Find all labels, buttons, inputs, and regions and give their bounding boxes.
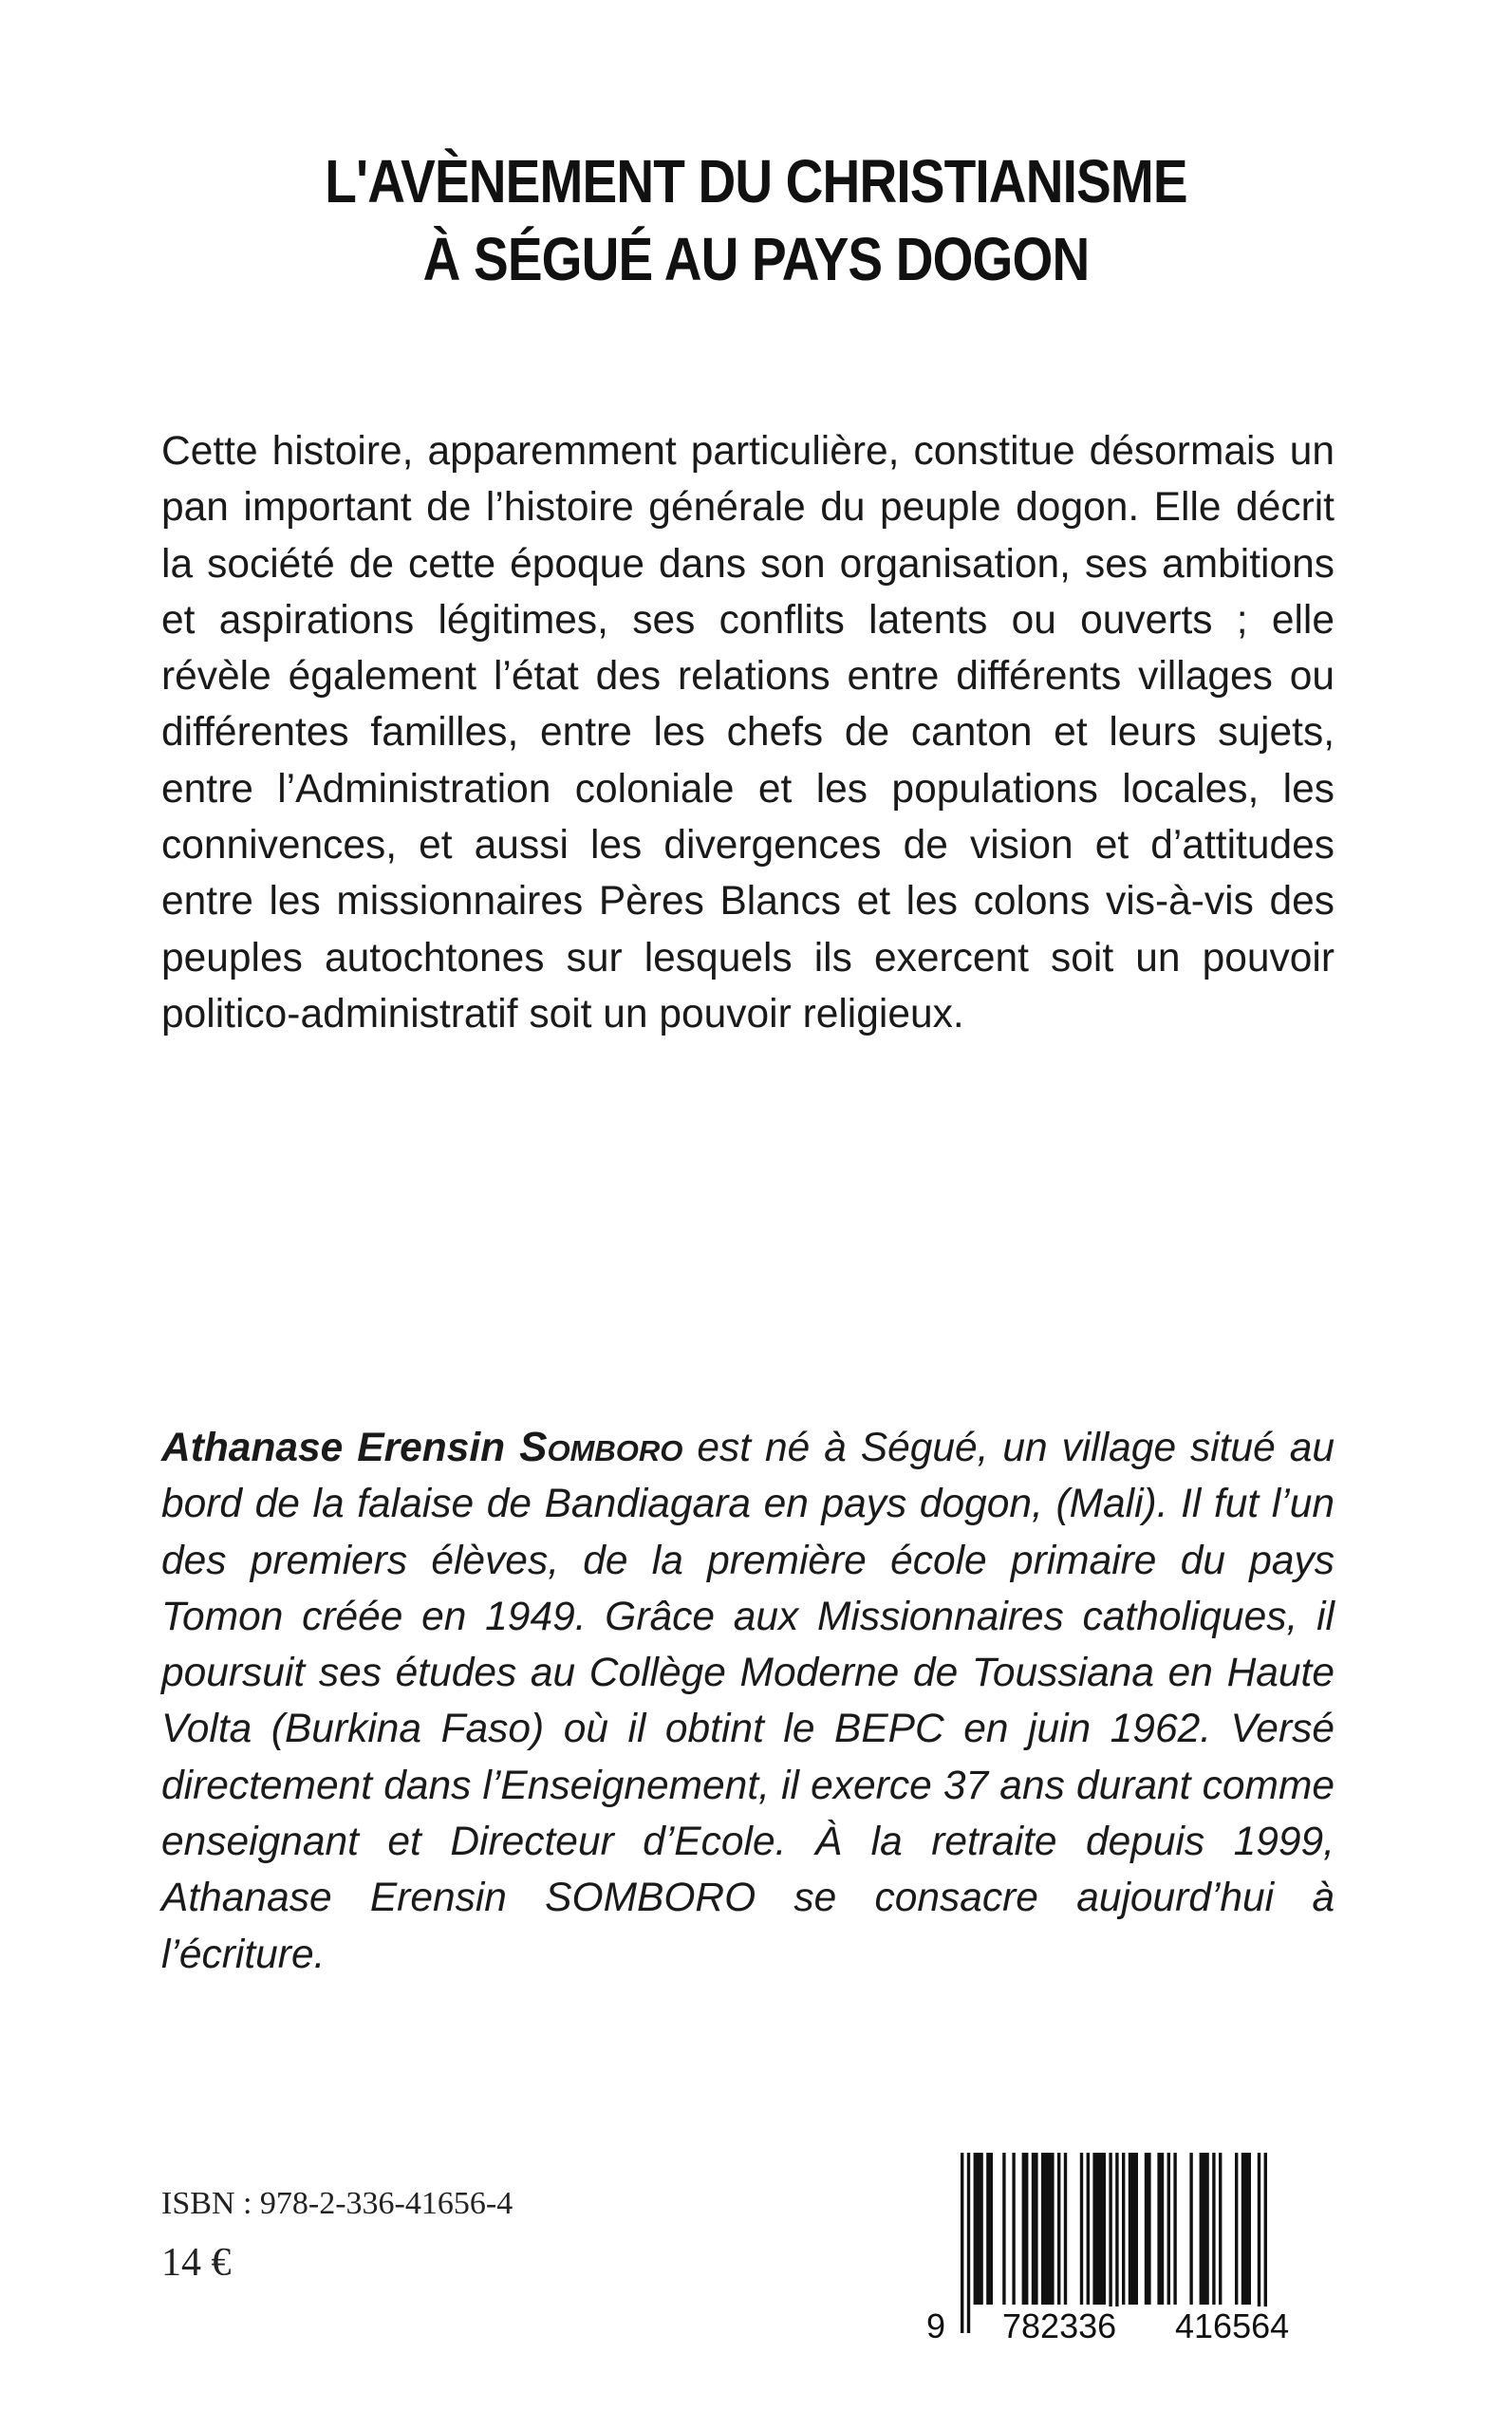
- barcode-bar: [1173, 2153, 1176, 2305]
- barcode-bar: [1032, 2153, 1038, 2305]
- isbn-number: ISBN : 978-2-336-41656-4: [161, 2186, 513, 2221]
- barcode-bar: [1212, 2153, 1215, 2305]
- barcode-bar: [1092, 2153, 1106, 2305]
- barcode-bar: [1235, 2153, 1238, 2305]
- author-surname: Somboro: [519, 1424, 683, 1470]
- barcode-bar: [1219, 2153, 1222, 2305]
- book-title: [106, 142, 1407, 298]
- barcode-bar: [986, 2153, 993, 2305]
- barcode-digits-right: 416564: [1169, 2306, 1295, 2346]
- barcode-digit-first: 9: [926, 2306, 946, 2345]
- barcode-bar: [1145, 2153, 1151, 2305]
- barcode-bar: [1129, 2153, 1138, 2305]
- barcode-bar: [1041, 2153, 1055, 2305]
- barcode-bar: [1122, 2153, 1125, 2305]
- barcode-digits: [926, 2306, 1306, 2348]
- barcode-bar: [1241, 2153, 1251, 2305]
- barcode-bar: [1002, 2153, 1005, 2305]
- barcode-bar: [974, 2153, 983, 2305]
- barcode-bar: [1200, 2153, 1209, 2305]
- barcode-bar: [1064, 2153, 1067, 2305]
- author-biography-paragraph: [161, 1419, 1335, 1983]
- author-biography-text: est né à Ségué, un village situé au bord de la falaise de Bandiagara en pays dogon, (Mali). Il fut l’un des premiers élèves, de la première école primaire du pays Tomon créée en 1949. Grâce aux Missionnaires catholiques, il poursuit ses études au Collège Moderne de Toussiana en Haute Volta (Burkina Faso) où il obtint le BEPC en juin 1962. Versé directement dans l’Enseignement, il exerce 37 ans durant comme enseignant et Directeur d’Ecole. À la retraite depuis 1999, Athanase Erensin SOMBORO se consacre aujourd’hui à l’écriture.: [161, 1426, 1335, 1977]
- barcode-bar: [1189, 2153, 1192, 2305]
- barcode-bar: [1087, 2153, 1090, 2305]
- book-summary-text: Cette histoire, apparemment particulière, constitue désormais un pan important de l’histoire générale du peuple dogon. Elle décrit la société de cette époque dans son organisation, ses ambitions et aspirations légitimes, ses conflits latents ou ouverts ; elle révèle également l’état des relations entre différents villages ou différentes familles, entre les chefs de canton et leurs sujets, entre l’Administration coloniale et les populations locales, les connivences, et aussi les divergences de vision et d’attitudes entre les missionnaires Pères Blancs et les colons vis-à-vis des peuples autochtones sur lesquels ils exercent soit un pouvoir politico-administratif soit un pouvoir religieux.: [161, 429, 1335, 1036]
- barcode-bar: [1167, 2153, 1170, 2305]
- barcode-bar: [1057, 2153, 1060, 2305]
- barcode-bar: [1080, 2153, 1083, 2305]
- author-biography: [161, 1419, 1335, 1983]
- barcode-digits-left: 782336: [997, 2306, 1122, 2346]
- barcode-bar: [1022, 2153, 1029, 2305]
- book-title-line-1: L'AVÈNEMENT DU CHRISTIANISME: [325, 147, 1187, 215]
- book-summary: [161, 423, 1335, 1042]
- barcode-bar: [1012, 2153, 1015, 2305]
- author-first-names: Athanase Erensin: [161, 1426, 506, 1470]
- book-price: 14 €: [161, 2241, 232, 2285]
- barcode-bar: [1157, 2153, 1164, 2305]
- book-title-line-2: À SÉGUÉ AU PAYS DOGON: [422, 225, 1090, 293]
